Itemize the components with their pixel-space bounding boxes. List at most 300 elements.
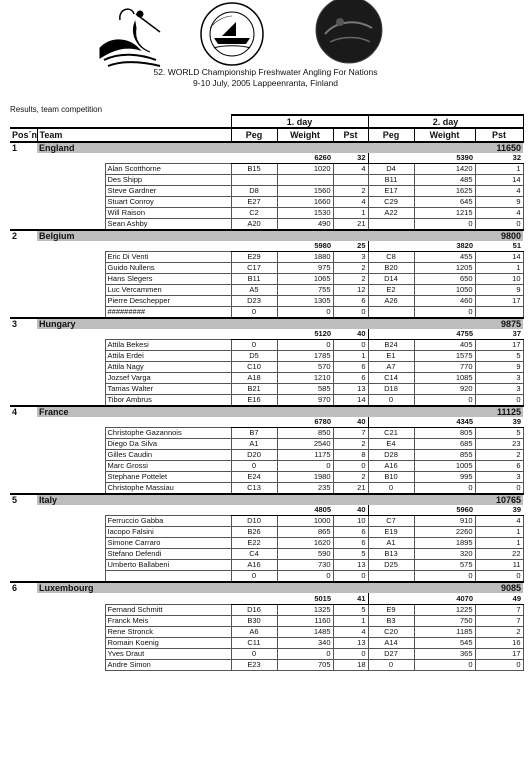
day2-peg: A14	[368, 637, 414, 648]
day1-weight: 755	[277, 285, 333, 296]
team-name: England	[37, 142, 231, 153]
summary-spacer	[368, 505, 414, 516]
day2-team-weight: 4345	[414, 417, 475, 428]
peg1-header: Peg	[231, 128, 277, 142]
day1-peg: A1	[231, 439, 277, 450]
day2-weight: 0	[414, 307, 475, 319]
day1-weight: 0	[277, 648, 333, 659]
day1-weight: 970	[277, 395, 333, 407]
day2-weight: 0	[414, 659, 475, 670]
team-row-spacer	[277, 406, 333, 417]
member-row	[10, 560, 523, 571]
day2-team-weight: 4070	[414, 593, 475, 604]
member-spacer	[37, 648, 105, 659]
team-name: Italy	[37, 494, 231, 505]
day2-weight: 750	[414, 615, 475, 626]
day1-team-weight: 5015	[277, 593, 333, 604]
day2-weight: 320	[414, 549, 475, 560]
day2-points: 3	[475, 472, 523, 483]
member-spacer	[10, 373, 37, 384]
day2-weight: 855	[414, 450, 475, 461]
team-row-spacer	[368, 230, 414, 241]
team-row-spacer	[414, 406, 475, 417]
day1-points: 4	[333, 626, 368, 637]
team-row-spacer	[414, 494, 475, 505]
member-spacer	[37, 527, 105, 538]
day1-points: 6	[333, 373, 368, 384]
summary-spacer	[37, 505, 231, 516]
member-spacer	[10, 296, 37, 307]
day1-points: 8	[333, 450, 368, 461]
day1-weight: 490	[277, 219, 333, 231]
day2-peg: B20	[368, 263, 414, 274]
day1-team-points: 25	[333, 241, 368, 252]
angler-name: Andre Simon	[105, 659, 231, 670]
day2-peg: B24	[368, 340, 414, 351]
day1-weight: 1325	[277, 604, 333, 615]
day2-points: 3	[475, 384, 523, 395]
day1-peg: E23	[231, 659, 277, 670]
day2-team-points: 32	[475, 153, 523, 164]
day1-team-weight: 5980	[277, 241, 333, 252]
day1-team-points: 41	[333, 593, 368, 604]
day2-points: 2	[475, 450, 523, 461]
day1-peg: 0	[231, 571, 277, 583]
day2-weight: 770	[414, 362, 475, 373]
member-spacer	[10, 274, 37, 285]
day1-team-points: 32	[333, 153, 368, 164]
day2-peg: D4	[368, 164, 414, 175]
team-position: 2	[12, 231, 18, 242]
team-total-weight: 11125	[475, 406, 523, 417]
day1-points: 6	[333, 538, 368, 549]
day2-peg: C20	[368, 626, 414, 637]
day2-points: 2	[475, 626, 523, 637]
member-spacer	[10, 472, 37, 483]
member-spacer	[10, 362, 37, 373]
day2-peg: C29	[368, 197, 414, 208]
summary-spacer	[231, 417, 277, 428]
day1-team-weight: 6260	[277, 153, 333, 164]
summary-spacer	[368, 153, 414, 164]
day1-peg: E22	[231, 538, 277, 549]
member-spacer	[10, 252, 37, 263]
member-spacer	[37, 659, 105, 670]
day1-weight: 1305	[277, 296, 333, 307]
day2-peg: A1	[368, 538, 414, 549]
day2-points: 1	[475, 538, 523, 549]
day2-weight: 995	[414, 472, 475, 483]
member-row	[10, 538, 523, 549]
member-row	[10, 626, 523, 637]
day1-peg: C2	[231, 208, 277, 219]
day1-weight: 585	[277, 384, 333, 395]
member-spacer	[10, 648, 37, 659]
summary-spacer	[37, 329, 231, 340]
member-spacer	[37, 637, 105, 648]
member-spacer	[37, 263, 105, 274]
member-spacer	[10, 175, 37, 186]
day1-points: 4	[333, 197, 368, 208]
team-daily-summary-row	[10, 153, 523, 164]
day1-weight: 1000	[277, 516, 333, 527]
day2-team-weight: 5390	[414, 153, 475, 164]
angler-name: Simone Carraro	[105, 538, 231, 549]
day1-points: 14	[333, 395, 368, 407]
member-row	[10, 197, 523, 208]
member-row	[10, 285, 523, 296]
angler-name: Sean Ashby	[105, 219, 231, 231]
angler-name: Diego Da Silva	[105, 439, 231, 450]
angler-name: Franck Meis	[105, 615, 231, 626]
team-name: France	[37, 406, 231, 417]
team-row	[10, 494, 523, 505]
day1-peg: B7	[231, 428, 277, 439]
day1-peg: A18	[231, 373, 277, 384]
member-spacer	[10, 197, 37, 208]
day1-peg: D20	[231, 450, 277, 461]
member-spacer	[37, 384, 105, 395]
day1-weight: 1175	[277, 450, 333, 461]
day1-points: 18	[333, 659, 368, 670]
day1-points: 2	[333, 186, 368, 197]
day1-points: 0	[333, 571, 368, 583]
day2-peg: B3	[368, 615, 414, 626]
day2-peg: E19	[368, 527, 414, 538]
day1-weight: 1785	[277, 351, 333, 362]
day1-weight: 2540	[277, 439, 333, 450]
team-row-spacer	[368, 318, 414, 329]
summary-spacer	[368, 417, 414, 428]
member-spacer	[10, 307, 37, 319]
team-position: 6	[12, 583, 18, 594]
day2-weight: 685	[414, 439, 475, 450]
day2-peg: B10	[368, 472, 414, 483]
day2-weight: 1005	[414, 461, 475, 472]
day2-peg: E1	[368, 351, 414, 362]
day2-weight: 650	[414, 274, 475, 285]
team-row-spacer	[277, 142, 333, 153]
member-spacer	[10, 538, 37, 549]
day2-weight: 805	[414, 428, 475, 439]
angler-name: Luc Vercammen	[105, 285, 231, 296]
event-title: 52. WORLD Championship Freshwater Angling For Nations	[153, 67, 378, 77]
member-spacer	[37, 450, 105, 461]
team-name: Luxembourg	[37, 582, 231, 593]
day2-peg: D27	[368, 648, 414, 659]
team-row-spacer	[414, 582, 475, 593]
day1-peg	[231, 175, 277, 186]
championship-seal-logo	[201, 3, 263, 65]
day2-points: 9	[475, 285, 523, 296]
day2-points: 4	[475, 516, 523, 527]
day1-peg: C13	[231, 483, 277, 495]
day1-weight: 1485	[277, 626, 333, 637]
team-total-weight: 11650	[475, 142, 523, 153]
team-row-spacer	[333, 142, 368, 153]
day1-points: 4	[333, 164, 368, 175]
day2-peg: A7	[368, 362, 414, 373]
day2-weight: 2260	[414, 527, 475, 538]
member-row	[10, 351, 523, 362]
day1-points: 1	[333, 351, 368, 362]
member-row	[10, 252, 523, 263]
day1-peg: A20	[231, 219, 277, 231]
day1-peg: C4	[231, 549, 277, 560]
day2-team-points: 51	[475, 241, 523, 252]
member-row	[10, 439, 523, 450]
day2-peg	[368, 571, 414, 583]
day1-points: 3	[333, 252, 368, 263]
angler-name: Gilles Caudin	[105, 450, 231, 461]
member-spacer	[10, 604, 37, 615]
member-spacer	[37, 274, 105, 285]
member-row	[10, 549, 523, 560]
team-row-spacer	[231, 582, 277, 593]
team-row-spacer	[333, 494, 368, 505]
member-row	[10, 571, 523, 583]
member-spacer	[10, 527, 37, 538]
summary-spacer	[231, 241, 277, 252]
day1-points: 13	[333, 384, 368, 395]
angler-name: Eric Di Venti	[105, 252, 231, 263]
member-spacer	[10, 428, 37, 439]
day1-weight: 1880	[277, 252, 333, 263]
member-row	[10, 373, 523, 384]
day2-team-points: 39	[475, 505, 523, 516]
day1-peg: D8	[231, 186, 277, 197]
angler-name: Attila Bekesi	[105, 340, 231, 351]
day1-weight: 865	[277, 527, 333, 538]
day1-peg: B11	[231, 274, 277, 285]
member-row	[10, 219, 523, 231]
day1-weight: 0	[277, 571, 333, 583]
pos-header: Pos´n	[12, 130, 37, 140]
team-row	[10, 582, 523, 593]
member-row	[10, 208, 523, 219]
day1-weight: 730	[277, 560, 333, 571]
summary-spacer	[37, 241, 231, 252]
day1-weight: 0	[277, 307, 333, 319]
member-spacer	[37, 362, 105, 373]
day1-peg: 0	[231, 648, 277, 659]
day2-points: 0	[475, 659, 523, 670]
day1-peg: E16	[231, 395, 277, 407]
team-position: 3	[12, 319, 18, 330]
member-row	[10, 263, 523, 274]
day2-weight: 920	[414, 384, 475, 395]
day1-points: 0	[333, 648, 368, 659]
angler-name: Christophe Massiau	[105, 483, 231, 495]
member-spacer	[37, 197, 105, 208]
day2-points: 11	[475, 560, 523, 571]
member-row	[10, 659, 523, 670]
member-row	[10, 472, 523, 483]
day1-weight: 0	[277, 461, 333, 472]
day2-points: 22	[475, 549, 523, 560]
day2-points: 9	[475, 197, 523, 208]
day2-points: 14	[475, 252, 523, 263]
angler-name: Hans Slegers	[105, 274, 231, 285]
angler-name: #########	[105, 307, 231, 319]
day2-points: 7	[475, 604, 523, 615]
day1-weight: 1210	[277, 373, 333, 384]
angler-name: Ferruccio Gabba	[105, 516, 231, 527]
member-spacer	[37, 560, 105, 571]
member-row	[10, 615, 523, 626]
angler-name: Christophe Gazannois	[105, 428, 231, 439]
member-spacer	[10, 560, 37, 571]
day2-points: 0	[475, 571, 523, 583]
day1-team-weight: 5120	[277, 329, 333, 340]
team-total-weight: 10765	[475, 494, 523, 505]
angler-name: Attila Nagy	[105, 362, 231, 373]
day2-points: 4	[475, 208, 523, 219]
member-spacer	[10, 219, 37, 231]
day2-points: 3	[475, 373, 523, 384]
day1-weight: 1065	[277, 274, 333, 285]
member-spacer	[37, 395, 105, 407]
day1-points: 21	[333, 483, 368, 495]
summary-spacer	[231, 505, 277, 516]
team-daily-summary-row	[10, 329, 523, 340]
day1-team-points: 40	[333, 505, 368, 516]
day1-points: 7	[333, 428, 368, 439]
member-spacer	[10, 483, 37, 495]
day2-points: 0	[475, 395, 523, 407]
angler-name: Stephane Pottelet	[105, 472, 231, 483]
member-spacer	[10, 351, 37, 362]
day2-peg: 0	[368, 659, 414, 670]
day1-peg: B21	[231, 384, 277, 395]
angler-name: Romain Koenig	[105, 637, 231, 648]
member-row	[10, 428, 523, 439]
angler-name: Attila Erdei	[105, 351, 231, 362]
day1-points: 0	[333, 307, 368, 319]
day2-weight: 1575	[414, 351, 475, 362]
day1-points: 13	[333, 560, 368, 571]
summary-spacer	[10, 153, 37, 164]
day1-weight: 1020	[277, 164, 333, 175]
angler-name: Jozsef Varga	[105, 373, 231, 384]
day2-points: 17	[475, 648, 523, 659]
day2-points: 1	[475, 263, 523, 274]
member-spacer	[10, 439, 37, 450]
day2-peg	[368, 307, 414, 319]
member-spacer	[37, 307, 105, 319]
team-row	[10, 142, 523, 153]
angler-name: Tibor Ambrus	[105, 395, 231, 407]
day2-weight: 1420	[414, 164, 475, 175]
results-table	[10, 114, 523, 671]
team-row-spacer	[277, 494, 333, 505]
member-spacer	[10, 637, 37, 648]
day2-header: 2. day	[368, 115, 523, 128]
angler-name: Guido Nullens	[105, 263, 231, 274]
day1-weight: 1530	[277, 208, 333, 219]
team-total-weight: 9085	[475, 582, 523, 593]
day1-peg: 0	[231, 340, 277, 351]
day2-peg: C8	[368, 252, 414, 263]
day2-peg: 0	[368, 483, 414, 495]
day2-points: 6	[475, 461, 523, 472]
day2-points: 1	[475, 164, 523, 175]
team-row-spacer	[231, 230, 277, 241]
angler-name: Rene Stronck	[105, 626, 231, 637]
day1-weight: 235	[277, 483, 333, 495]
day1-points: 1	[333, 208, 368, 219]
member-spacer	[37, 461, 105, 472]
team-position: 4	[12, 407, 18, 418]
day2-weight: 910	[414, 516, 475, 527]
team-row-spacer	[231, 494, 277, 505]
member-spacer	[10, 340, 37, 351]
summary-spacer	[10, 417, 37, 428]
day1-team-points: 40	[333, 329, 368, 340]
day2-weight: 1050	[414, 285, 475, 296]
member-spacer	[37, 538, 105, 549]
summary-spacer	[231, 153, 277, 164]
day2-peg: B11	[368, 175, 414, 186]
team-row	[10, 406, 523, 417]
member-spacer	[10, 615, 37, 626]
day1-points: 13	[333, 637, 368, 648]
day1-peg: D16	[231, 604, 277, 615]
member-row	[10, 516, 523, 527]
team-row-spacer	[368, 582, 414, 593]
day1-points: 5	[333, 549, 368, 560]
day1-points: 2	[333, 274, 368, 285]
day1-points: 1	[333, 615, 368, 626]
day1-peg: E29	[231, 252, 277, 263]
team-row-spacer	[368, 406, 414, 417]
member-row	[10, 604, 523, 615]
day2-weight: 1185	[414, 626, 475, 637]
angler-name: Tamas Walter	[105, 384, 231, 395]
member-spacer	[37, 626, 105, 637]
day1-weight: 975	[277, 263, 333, 274]
member-row	[10, 340, 523, 351]
day1-points: 2	[333, 263, 368, 274]
day1-points: 6	[333, 527, 368, 538]
day1-points: 2	[333, 439, 368, 450]
team-daily-summary-row	[10, 417, 523, 428]
day1-weight: 705	[277, 659, 333, 670]
day1-weight: 570	[277, 362, 333, 373]
day1-peg: B26	[231, 527, 277, 538]
day2-points	[475, 307, 523, 319]
day2-peg: C14	[368, 373, 414, 384]
team-row-spacer	[277, 318, 333, 329]
member-spacer	[37, 252, 105, 263]
team-row-spacer	[414, 142, 475, 153]
angler-name: Alan Scotthorne	[105, 164, 231, 175]
day1-points: 2	[333, 472, 368, 483]
team-name: Hungary	[37, 318, 231, 329]
team-row	[10, 230, 523, 241]
day2-weight: 0	[414, 395, 475, 407]
pst1-header: Pst	[333, 128, 368, 142]
day2-team-points: 49	[475, 593, 523, 604]
member-row	[10, 307, 523, 319]
day1-team-weight: 4805	[277, 505, 333, 516]
day1-peg: A5	[231, 285, 277, 296]
member-row	[10, 175, 523, 186]
day2-peg: D14	[368, 274, 414, 285]
member-spacer	[37, 208, 105, 219]
summary-spacer	[10, 241, 37, 252]
day2-points: 17	[475, 296, 523, 307]
